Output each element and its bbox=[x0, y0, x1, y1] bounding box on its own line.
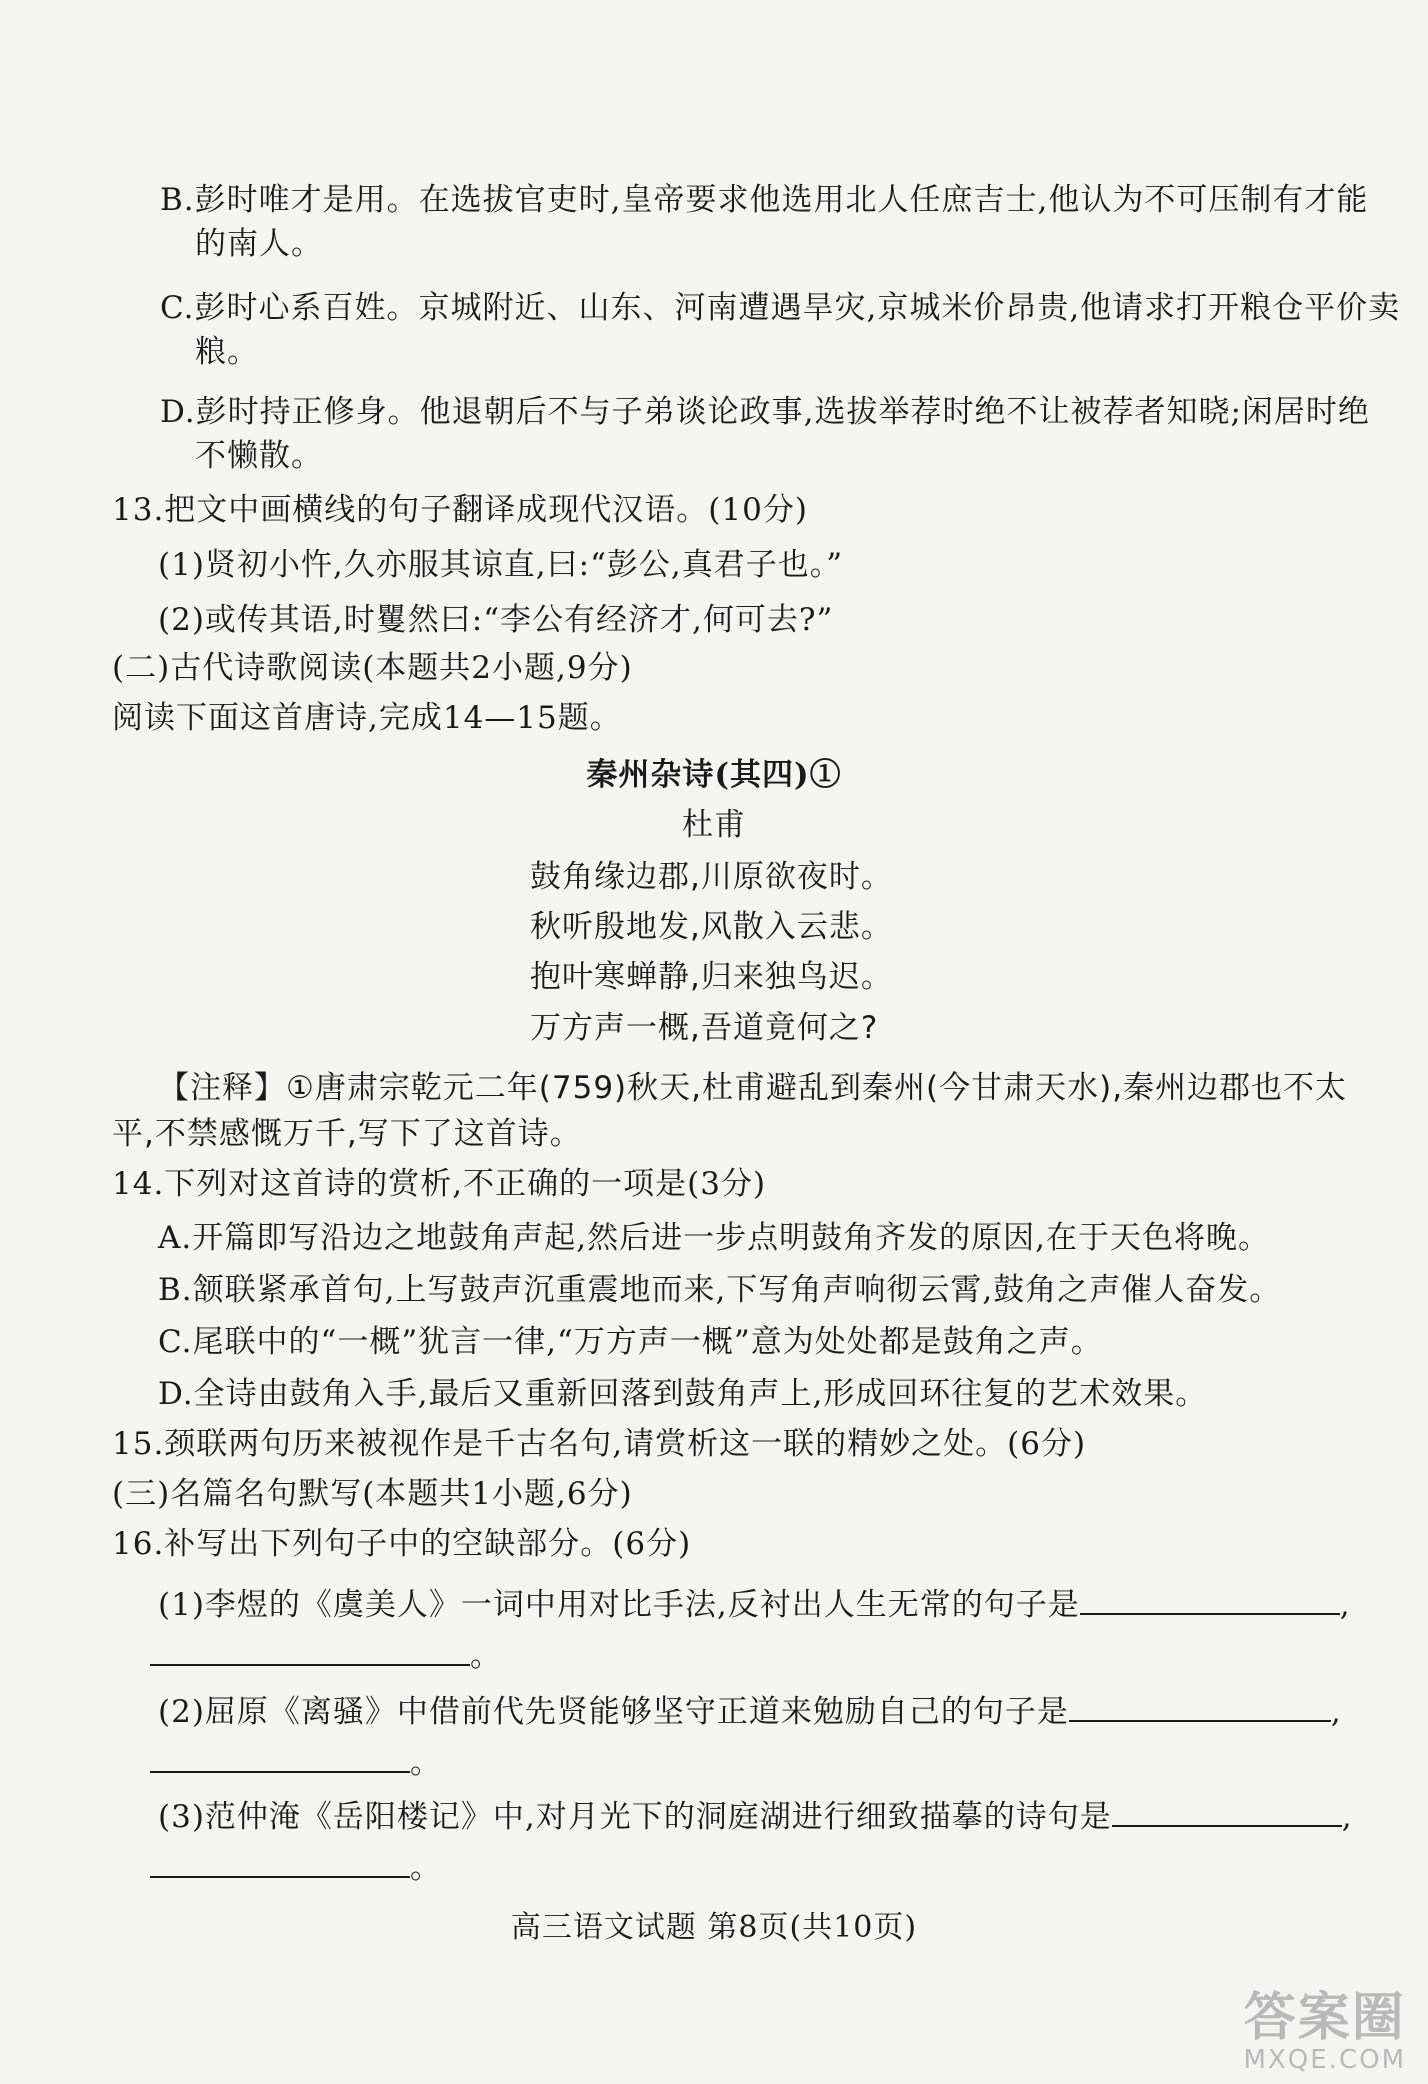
site-watermark bbox=[1244, 1990, 1406, 2074]
q16-item-3 bbox=[158, 1797, 1353, 1837]
q12-option-c-line1: C.彭时心系百姓。京城附近、山东、河南遭遇旱灾,京城米价昂贵,他请求打开粮仓平价卖 bbox=[160, 290, 1401, 326]
poem-note-line2: 平,不禁感慨万千,写下了这首诗。 bbox=[112, 1116, 582, 1152]
q16-item-1-comma: , bbox=[1339, 1587, 1351, 1623]
q12-option-c-line2: 粮。 bbox=[195, 334, 259, 370]
section3-heading: (三)名篇名句默写(本题共1小题,6分) bbox=[112, 1476, 633, 1512]
q14-option-d: D.全诗由鼓角入手,最后又重新回落到鼓角声上,形成回环往复的艺术效果。 bbox=[158, 1376, 1208, 1412]
poem-note-line1: 【注释】①唐肃宗乾元二年(759)秋天,杜甫避乱到秦州(今甘肃天水),秦州边郡也不太 bbox=[158, 1070, 1348, 1106]
q14-stem: 14.下列对这首诗的赏析,不正确的一项是(3分) bbox=[112, 1166, 767, 1202]
q14-option-b: B.颔联紧承首句,上写鼓声沉重震地而来,下写角声响彻云霄,鼓角之声催人奋发。 bbox=[158, 1272, 1282, 1308]
q14-option-c: C.尾联中的“一概”犹言一律,“万方声一概”意为处处都是鼓角之声。 bbox=[158, 1324, 1103, 1360]
q16-item-3-period: 。 bbox=[410, 1850, 442, 1886]
page-footer: 高三语文试题 第8页(共10页) bbox=[510, 1910, 918, 1945]
poem-line-1: 鼓角缘边郡,川原欲夜时。 bbox=[530, 859, 893, 895]
poem-author: 杜甫 bbox=[682, 807, 746, 843]
q16-item-2-period: 。 bbox=[410, 1745, 442, 1781]
q12-option-d-line1: D.彭时持正修身。他退朝后不与子弟谈论政事,选拔举荐时绝不让被荐者知晓;闲居时绝 bbox=[160, 394, 1370, 430]
q12-option-b-line1: B.彭时唯才是用。在选拔官吏时,皇帝要求他选用北人任庶吉士,他认为不可压制有才能 bbox=[160, 182, 1369, 218]
q16-item-1-blank-b[interactable] bbox=[150, 1636, 470, 1666]
poem-line-3: 抱叶寒蝉静,归来独鸟迟。 bbox=[530, 959, 893, 995]
q16-item-2-cont bbox=[150, 1743, 442, 1783]
q16-item-2-text: (2)屈原《离骚》中借前代先贤能够坚守正道来勉励自己的句子是 bbox=[158, 1694, 1069, 1730]
poem-line-2: 秋听殷地发,风散入云悲。 bbox=[530, 909, 893, 945]
section2-heading: (二)古代诗歌阅读(本题共2小题,9分) bbox=[112, 650, 633, 686]
q16-item-2-comma: , bbox=[1330, 1694, 1342, 1730]
q15-stem: 15.颈联两句历来被视作是千古名句,请赏析这一联的精妙之处。(6分) bbox=[112, 1426, 1087, 1462]
q16-item-3-blank-b[interactable] bbox=[150, 1848, 410, 1878]
q16-item-2 bbox=[158, 1692, 1342, 1732]
q16-item-1-cont bbox=[150, 1636, 502, 1676]
q16-item-3-cont bbox=[150, 1848, 442, 1888]
section2-intro: 阅读下面这首唐诗,完成14—15题。 bbox=[112, 700, 622, 736]
q13-sentence-1: (1)贤初小忤,久亦服其谅直,曰:“彭公,真君子也。” bbox=[158, 547, 844, 583]
watermark-url: MXQE.COM bbox=[1243, 2045, 1406, 2075]
q13-stem: 13.把文中画横线的句子翻译成现代汉语。(10分) bbox=[112, 492, 808, 528]
q16-item-2-blank-b[interactable] bbox=[150, 1743, 410, 1773]
q12-option-b-line2: 的南人。 bbox=[195, 226, 323, 262]
q16-item-3-comma: , bbox=[1341, 1799, 1353, 1835]
q16-item-1-text: (1)李煜的《虞美人》一词中用对比手法,反衬出人生无常的句子是 bbox=[158, 1587, 1080, 1623]
q13-sentence-2: (2)或传其语,时矍然曰:“李公有经济才,何可去?” bbox=[158, 602, 834, 638]
q16-stem: 16.补写出下列句子中的空缺部分。(6分) bbox=[112, 1526, 692, 1562]
poem-title: 秦州杂诗(其四)① bbox=[586, 757, 842, 793]
q16-item-1 bbox=[158, 1585, 1351, 1625]
poem-line-4: 万方声一概,吾道竟何之? bbox=[530, 1010, 879, 1046]
q16-item-3-blank-a[interactable] bbox=[1112, 1797, 1342, 1827]
q16-item-2-blank-a[interactable] bbox=[1069, 1692, 1331, 1722]
q16-item-1-period: 。 bbox=[470, 1638, 502, 1674]
watermark-logo-text: 答案圈 bbox=[1243, 1988, 1406, 2048]
q14-option-a: A.开篇即写沿边之地鼓角声起,然后进一步点明鼓角齐发的原因,在于天色将晚。 bbox=[158, 1220, 1270, 1256]
q16-item-1-blank-a[interactable] bbox=[1080, 1585, 1340, 1615]
q12-option-d-line2: 不懒散。 bbox=[195, 438, 323, 474]
q16-item-3-text: (3)范仲淹《岳阳楼记》中,对月光下的洞庭湖进行细致描摹的诗句是 bbox=[158, 1799, 1112, 1835]
